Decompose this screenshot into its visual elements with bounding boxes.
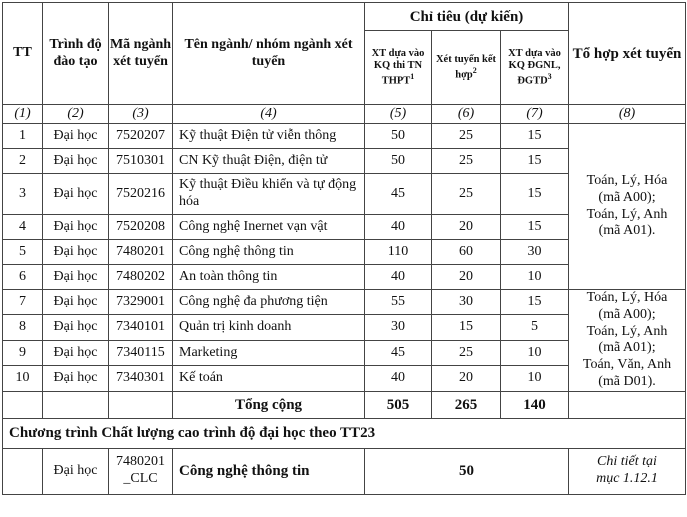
row-level: Đại học xyxy=(43,290,109,315)
row-code: 7520208 xyxy=(109,215,173,240)
index-cell: (8) xyxy=(569,105,686,124)
index-cell: (1) xyxy=(3,105,43,124)
row-combined: 25 xyxy=(432,340,501,365)
combo-group-2: Toán, Lý, Hóa (mã A00); Toán, Lý, Anh (mã A01); Toán, Văn, Anh (mã D01). xyxy=(569,290,686,392)
row-code: 7340115 xyxy=(109,340,173,365)
clc-quota: 50 xyxy=(365,448,569,494)
row-tt: 2 xyxy=(3,149,43,174)
row-name: Marketing xyxy=(173,340,365,365)
clc-row xyxy=(3,448,686,494)
row-level: Đại học xyxy=(43,265,109,290)
row-thpt: 45 xyxy=(365,340,432,365)
row-thpt: 40 xyxy=(365,265,432,290)
row-combined: 25 xyxy=(432,174,501,215)
row-tt: 8 xyxy=(3,315,43,340)
header-code: Mã ngành xét tuyển xyxy=(109,3,173,105)
row-name: Công nghệ thông tin xyxy=(173,240,365,265)
header-level: Trình độ đào tạo xyxy=(43,3,109,105)
total-combined: 265 xyxy=(432,391,501,418)
table-row xyxy=(3,124,686,149)
row-dgnl: 15 xyxy=(501,124,569,149)
row-tt: 4 xyxy=(3,215,43,240)
row-name: CN Kỹ thuật Điện, điện tử xyxy=(173,149,365,174)
row-code: 7520216 xyxy=(109,174,173,215)
row-name: Quản trị kinh doanh xyxy=(173,315,365,340)
row-combined: 25 xyxy=(432,149,501,174)
row-level: Đại học xyxy=(43,340,109,365)
clc-name: Công nghệ thông tin xyxy=(173,448,365,494)
clc-section-row xyxy=(3,418,686,448)
row-name: Công nghệ đa phương tiện xyxy=(173,290,365,315)
combo-group-1: Toán, Lý, Hóa (mã A00); Toán, Lý, Anh (mã A01). xyxy=(569,124,686,290)
row-combined: 15 xyxy=(432,315,501,340)
index-cell: (5) xyxy=(365,105,432,124)
index-row xyxy=(3,105,686,124)
clc-level: Đại học xyxy=(43,448,109,494)
index-cell: (3) xyxy=(109,105,173,124)
row-tt: 5 xyxy=(3,240,43,265)
row-level: Đại học xyxy=(43,124,109,149)
row-combined: 60 xyxy=(432,240,501,265)
row-level: Đại học xyxy=(43,240,109,265)
header-combo: Tổ hợp xét tuyển xyxy=(569,3,686,105)
table-row xyxy=(3,290,686,315)
row-dgnl: 15 xyxy=(501,174,569,215)
row-name: Công nghệ Inernet vạn vật xyxy=(173,215,365,240)
row-tt: 3 xyxy=(3,174,43,215)
row-name: An toàn thông tin xyxy=(173,265,365,290)
row-code: 7510301 xyxy=(109,149,173,174)
row-tt: 10 xyxy=(3,366,43,391)
row-level: Đại học xyxy=(43,149,109,174)
row-name: Kế toán xyxy=(173,366,365,391)
row-thpt: 40 xyxy=(365,215,432,240)
row-dgnl: 15 xyxy=(501,149,569,174)
row-level: Đại học xyxy=(43,315,109,340)
header-name: Tên ngành/ nhóm ngành xét tuyển xyxy=(173,3,365,105)
row-dgnl: 5 xyxy=(501,315,569,340)
row-tt: 1 xyxy=(3,124,43,149)
row-code: 7480201 xyxy=(109,240,173,265)
header-quota-thpt: XT dựa vào KQ thi TN THPT$^1$ xyxy=(365,31,432,105)
row-dgnl: 10 xyxy=(501,340,569,365)
row-combined: 20 xyxy=(432,215,501,240)
row-combined: 25 xyxy=(432,124,501,149)
row-dgnl: 10 xyxy=(501,265,569,290)
row-dgnl: 15 xyxy=(501,215,569,240)
row-tt: 6 xyxy=(3,265,43,290)
row-code: 7329001 xyxy=(109,290,173,315)
header-quota-dgnl: XT dựa vào KQ ĐGNL, ĐGTD$^3$ xyxy=(501,31,569,105)
total-thpt: 505 xyxy=(365,391,432,418)
row-code: 7340301 xyxy=(109,366,173,391)
admission-table xyxy=(2,2,686,495)
clc-detail: Chi tiết tại mục 1.12.1 xyxy=(569,448,686,494)
header-quota-combined: Xét tuyển kết hợp$^2$ xyxy=(432,31,501,105)
row-tt: 7 xyxy=(3,290,43,315)
row-thpt: 30 xyxy=(365,315,432,340)
row-code: 7520207 xyxy=(109,124,173,149)
row-dgnl: 30 xyxy=(501,240,569,265)
clc-section-title: Chương trình Chất lượng cao trình độ đại học theo TT23 xyxy=(3,418,686,448)
row-level: Đại học xyxy=(43,215,109,240)
row-thpt: 55 xyxy=(365,290,432,315)
row-name: Kỹ thuật Điều khiển và tự động hóa xyxy=(173,174,365,215)
total-label: Tổng cộng xyxy=(173,391,365,418)
index-cell: (6) xyxy=(432,105,501,124)
row-thpt: 50 xyxy=(365,124,432,149)
row-dgnl: 10 xyxy=(501,366,569,391)
index-cell: (4) xyxy=(173,105,365,124)
index-cell: (2) xyxy=(43,105,109,124)
row-code: 7340101 xyxy=(109,315,173,340)
clc-code: 7480201 _CLC xyxy=(109,448,173,494)
row-combined: 20 xyxy=(432,265,501,290)
row-combined: 20 xyxy=(432,366,501,391)
row-thpt: 45 xyxy=(365,174,432,215)
total-dgnl: 140 xyxy=(501,391,569,418)
row-name: Kỹ thuật Điện tử viễn thông xyxy=(173,124,365,149)
row-dgnl: 15 xyxy=(501,290,569,315)
row-level: Đại học xyxy=(43,174,109,215)
row-code: 7480202 xyxy=(109,265,173,290)
row-combined: 30 xyxy=(432,290,501,315)
row-tt: 9 xyxy=(3,340,43,365)
header-tt: TT xyxy=(3,3,43,105)
index-cell: (7) xyxy=(501,105,569,124)
row-thpt: 50 xyxy=(365,149,432,174)
row-thpt: 110 xyxy=(365,240,432,265)
header-quota-group: Chỉ tiêu (dự kiến) xyxy=(365,3,569,31)
row-thpt: 40 xyxy=(365,366,432,391)
total-row xyxy=(3,391,686,418)
row-level: Đại học xyxy=(43,366,109,391)
